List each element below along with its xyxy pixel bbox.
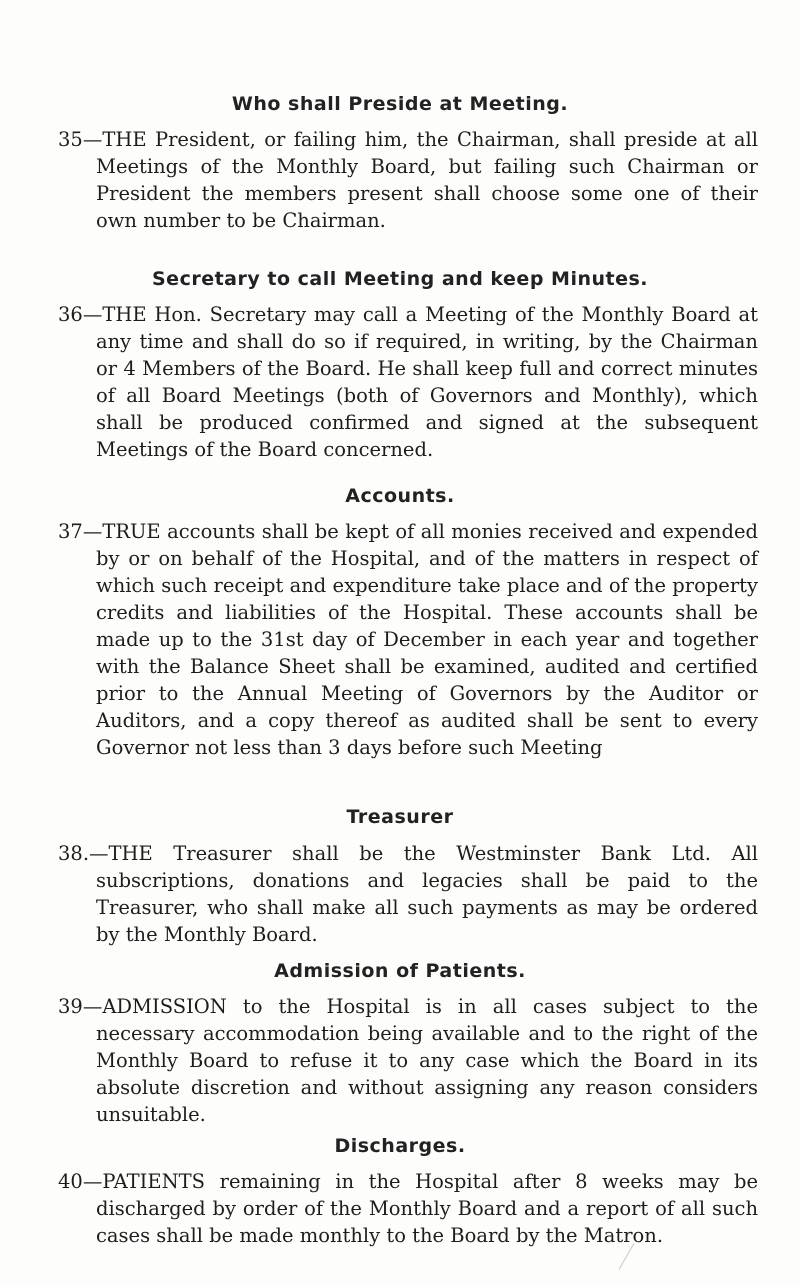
rule-38-paragraph [58, 840, 758, 948]
heading-treasurer: Treasurer [346, 806, 454, 828]
rule-38-text: 38.—THE Treasurer shall be the Westminster Bank Ltd. All subscriptions, donations and legacies shall be paid to the Treasurer, who shall make all such payments as may be ordered by the Monthly Board. [58, 842, 758, 946]
rule-39-paragraph [58, 993, 758, 1128]
rule-40-paragraph [58, 1168, 758, 1249]
rule-36-paragraph [58, 301, 758, 463]
rule-35-text: 35—THE President, or failing him, the Chairman, shall preside at all Meetings of the Monthly Board, but failing such Chairman or President the members present shall choose some one of their own number to be Chairman. [58, 128, 758, 232]
rule-39-text: 39—ADMISSION to the Hospital is in all cases subject to the necessary accommodation being available and to the right of the Monthly Board to refuse it to any case which the Board in its absolute discretion and without assigning any reason considers unsuitable. [58, 995, 758, 1126]
heading-discharges: Discharges. [334, 1135, 466, 1157]
heading-secretary: Secretary to call Meeting and keep Minutes. [152, 268, 648, 290]
rule-40-text: 40—PATIENTS remaining in the Hospital after 8 weeks may be discharged by order of the Monthly Board and a report of all such cases shall be made monthly to the Board by the Matron. [58, 1170, 758, 1247]
rule-35-paragraph [58, 126, 758, 234]
heading-accounts: Accounts. [345, 485, 455, 507]
rule-37-text: 37—TRUE accounts shall be kept of all monies received and expended by or on behalf of the Hospital, and of the matters in respect of which such receipt and expenditure take place and of the property credits and liabilities of the Hospital. These accounts shall be made up to the 31st day of December in each year and together with the Balance Sheet shall be examined, audited and certified prior to the Annual Meeting of Governors by the Auditor or Auditors, and a copy thereof as audited shall be sent to every Governor not less than 3 days before such Meeting [58, 520, 758, 759]
heading-admission: Admission of Patients. [274, 960, 526, 982]
rule-37-paragraph [58, 518, 758, 761]
rule-36-text: 36—THE Hon. Secretary may call a Meeting of the Monthly Board at any time and shall do so if required, in writing, by the Chairman or 4 Members of the Board. He shall keep full and correct minutes of all Board Meetings (both of Governors and Monthly), which shall be produced confirmed and signed at the subsequent Meetings of the Board concerned. [58, 303, 758, 461]
heading-who-shall-preside: Who shall Preside at Meeting. [231, 93, 569, 115]
